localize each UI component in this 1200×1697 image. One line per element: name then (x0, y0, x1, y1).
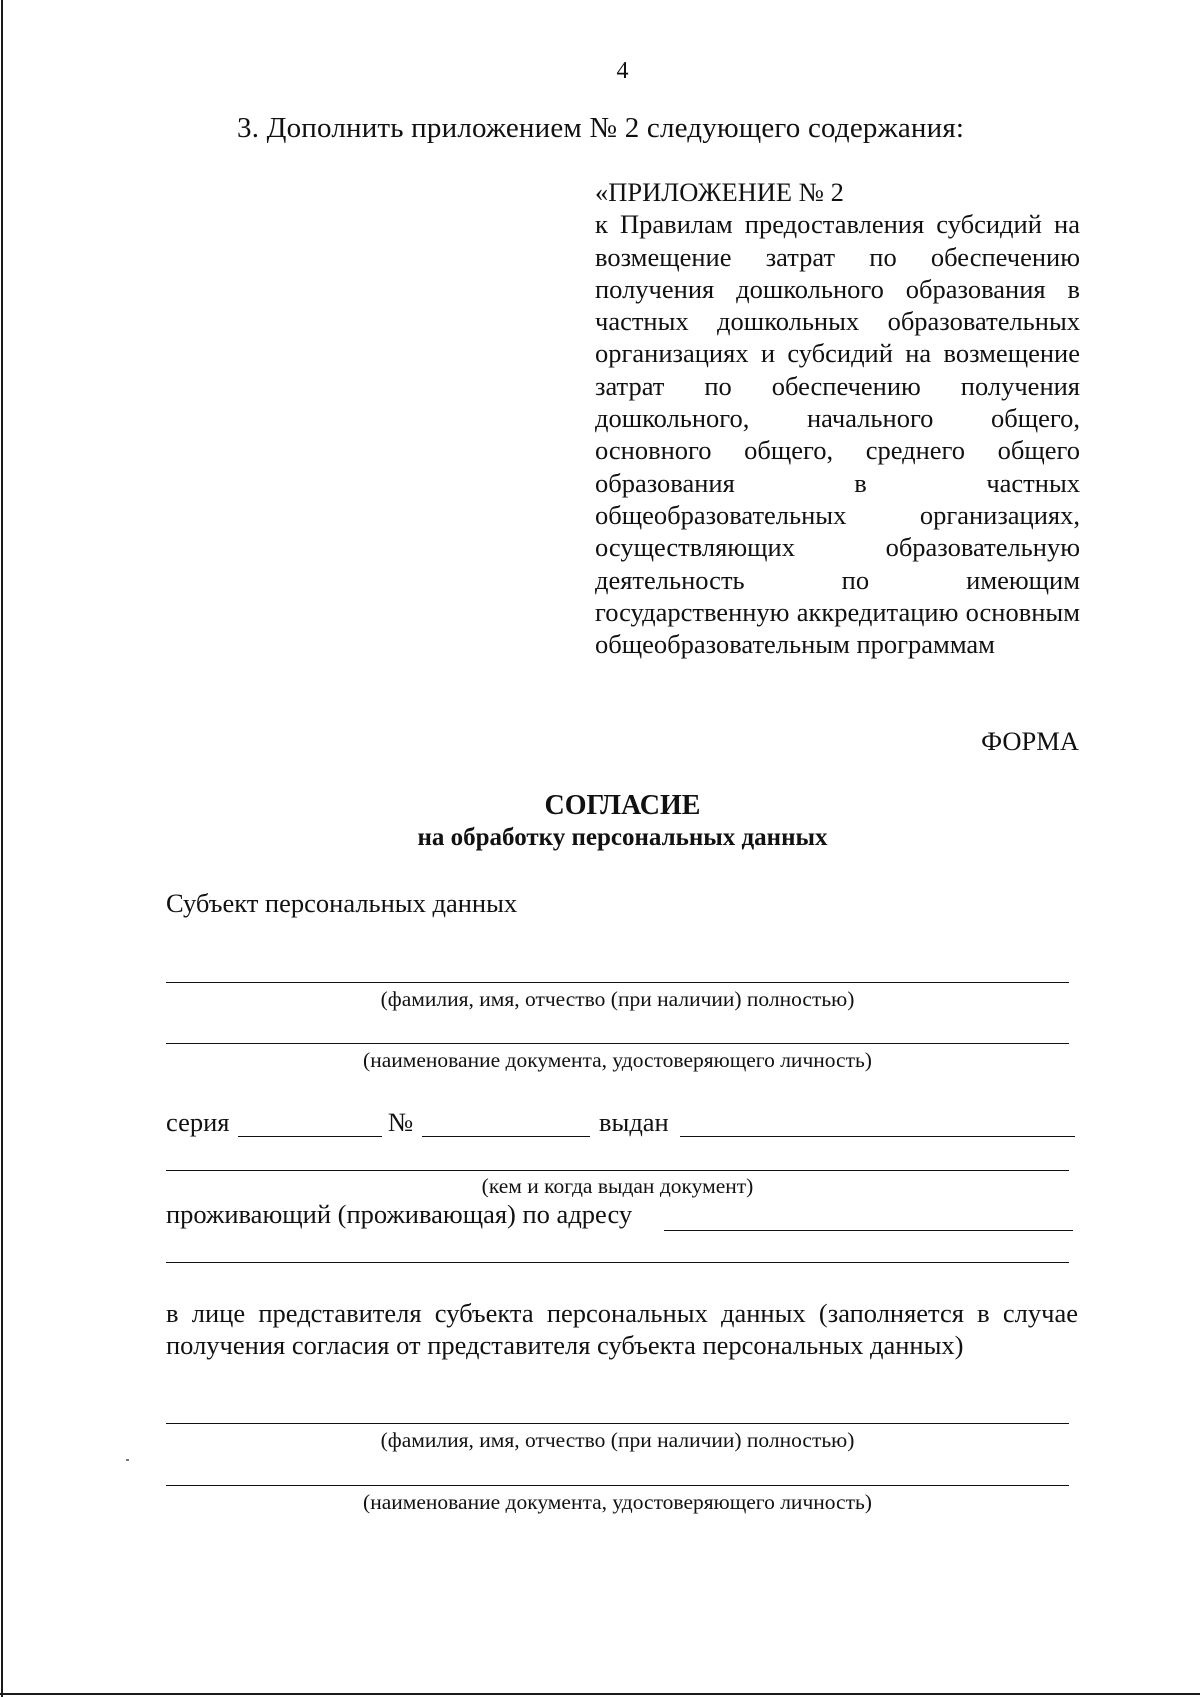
full-name-caption: (фамилия, имя, отчество (при наличии) полностью) (380, 987, 855, 1011)
full-name-line[interactable] (166, 982, 1069, 983)
scan-speck (126, 1459, 129, 1461)
subject-label: Субъект персональных данных (166, 888, 518, 918)
issued-by-line[interactable] (166, 1170, 1069, 1171)
series-field[interactable] (238, 1136, 382, 1137)
rep-full-name-line[interactable] (166, 1423, 1069, 1424)
rep-id-document-caption: (наименование документа, удостоверяющего личность) (363, 1490, 872, 1514)
consent-subtitle: на обработку персональных данных (417, 824, 828, 851)
appendix-title: «ПРИЛОЖЕНИЕ № 2 (595, 177, 844, 207)
id-document-caption: (наименование документа, удостоверяющего личность) (363, 1048, 872, 1072)
form-label: ФОРМА (981, 726, 1079, 756)
intro-paragraph: 3. Дополнить приложением № 2 следующего содержания: (237, 112, 965, 144)
number-label: № (388, 1107, 414, 1137)
consent-title: СОГЛАСИЕ (544, 790, 701, 821)
appendix-header (595, 176, 1080, 660)
address-label: проживающий (проживающая) по адресу (166, 1199, 633, 1229)
rep-full-name-caption: (фамилия, имя, отчество (при наличии) полностью) (380, 1428, 855, 1452)
appendix-text: к Правилам предоставления субсидий на возмещение затрат по обеспечению получения дошкольного образования в частных дошкольных образовательных организациях и субсидий на возмещение затрат по обеспечению получения дошкольного, начального общего, основного общего, среднего общего образования в частных общеобразовательных организациях, осуществляющих образовательную деятельность по имеющим государственную аккредитацию основным общеобразовательным программам (595, 209, 1080, 660)
address-line-2[interactable] (166, 1262, 1069, 1263)
rep-id-document-line[interactable] (166, 1485, 1069, 1486)
issued-field[interactable] (680, 1136, 1075, 1137)
representative-paragraph: в лице представителя субъекта персональных данных (заполняется в случае получения согласия от представителя субъекта персональных данных) (166, 1298, 1078, 1360)
issued-label: выдан (599, 1107, 669, 1137)
series-label: серия (166, 1107, 230, 1137)
page-number: 4 (616, 58, 629, 84)
issued-by-caption: (кем и когда выдан документ) (481, 1174, 754, 1198)
address-field[interactable] (664, 1230, 1073, 1231)
id-document-line[interactable] (166, 1043, 1069, 1044)
scan-bottom-edge (0, 1693, 1200, 1695)
number-field[interactable] (422, 1136, 590, 1137)
